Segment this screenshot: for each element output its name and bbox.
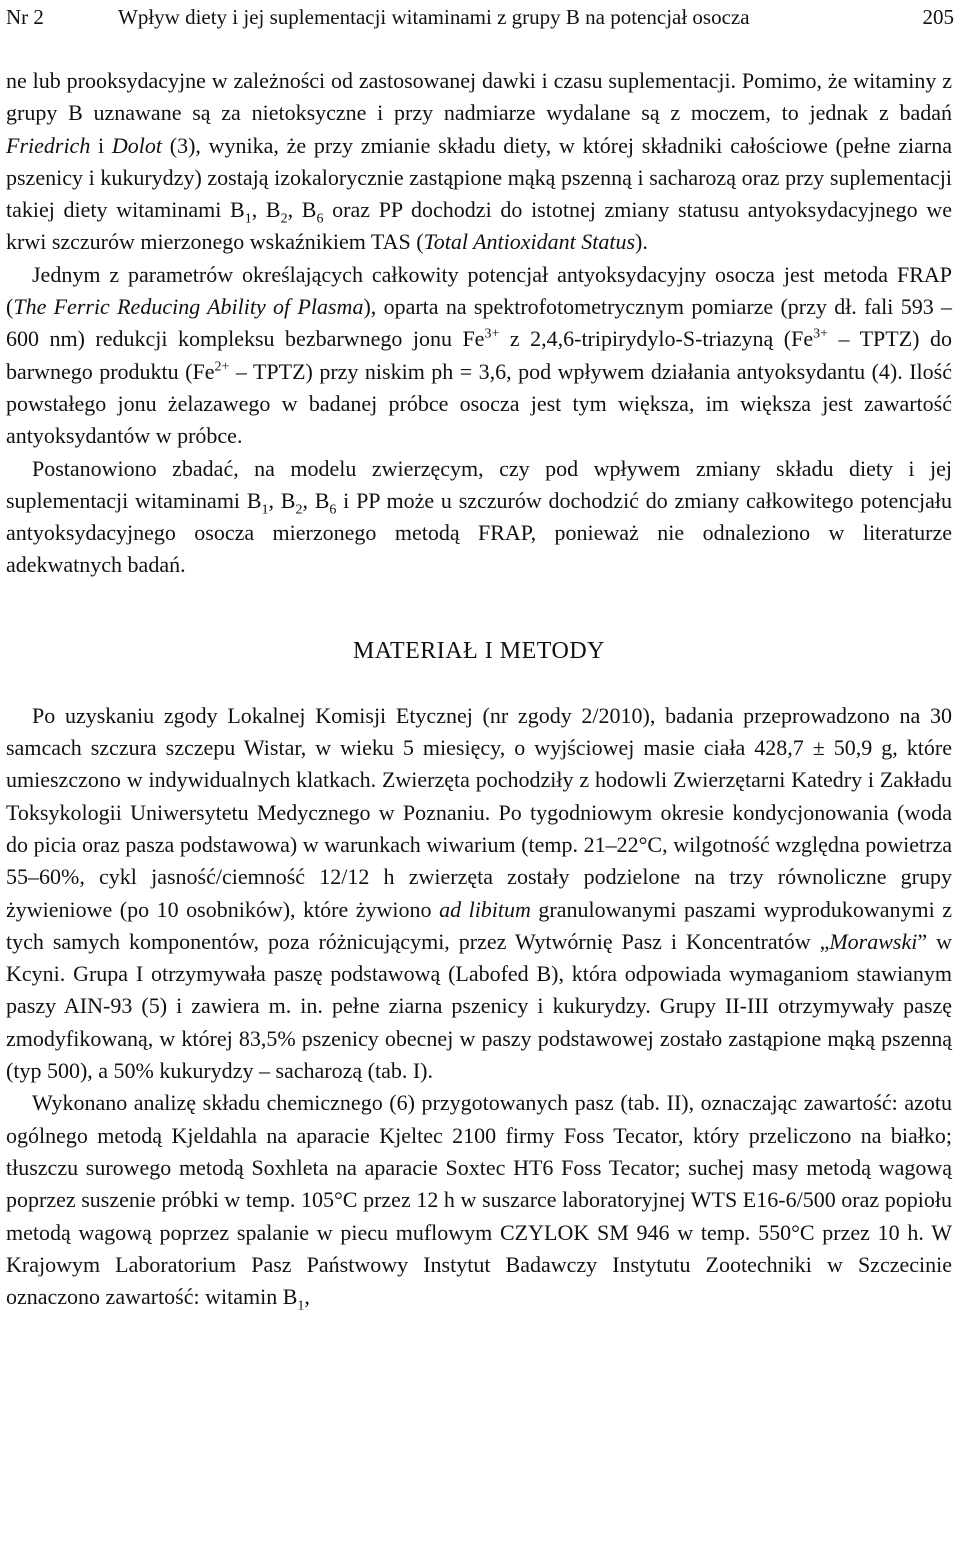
text-run: ). xyxy=(635,229,648,255)
running-title: Wpływ diety i jej suplementacji witaminami z grupy B na potencjał osocza xyxy=(118,5,750,29)
paragraph-intro-continued xyxy=(6,65,952,259)
superscript: 3+ xyxy=(813,327,829,343)
text-run: i PP może u szczurów dochodzić do zmiany całkowitego potencjału antyoksydacyjnego osocza mierzonego metodą FRAP, ponieważ nie odnaleziono w literaturze adekwatnych badań. xyxy=(6,487,952,578)
text-run: Jednym z parametrów określających całkowity potencjał antyoksydacyjny osocza jest metoda FRAP ( xyxy=(6,261,952,320)
subscript: 2 xyxy=(295,502,303,518)
text-run: z 2,4,6-tripirydylo-S-triazyną (Fe xyxy=(499,326,814,352)
paragraph-aim xyxy=(6,453,952,582)
superscript: 3+ xyxy=(484,327,500,343)
section-heading: MATERIAŁ I METODY xyxy=(352,637,606,664)
company-name: Morawski xyxy=(829,928,918,954)
issue-number: Nr 2 xyxy=(6,5,44,29)
term-italic: Total Antioxidant Status xyxy=(423,229,636,255)
text-run: , B xyxy=(287,197,317,223)
author-name: Dolot xyxy=(111,132,163,158)
text-run: – TPTZ) do barwnego produktu (Fe xyxy=(6,326,952,384)
text-run: Postanowiono zbadać, na modelu zwierzęcym, czy pod wpływem zmiany składu diety i jej suplementacji witaminami B xyxy=(6,455,952,513)
text-run: , xyxy=(304,1284,310,1310)
subscript: 1 xyxy=(244,211,252,227)
text-run: oraz PP dochodzi do istotnej zmiany statusu antyoksydacyjnego we krwi szczurów mierzonego wskaźnikiem TAS ( xyxy=(6,197,952,255)
paragraph-frap xyxy=(6,259,952,453)
subscript: 1 xyxy=(261,502,269,518)
subscript: 1 xyxy=(297,1298,305,1314)
page-number: 205 xyxy=(922,5,954,29)
subscript: 6 xyxy=(316,211,324,227)
text-run: ), oparta na spektrofotometrycznym pomiarze (przy dł. fali 593 – 600 nm) redukcji kompleksu bezbarwnego jonu Fe xyxy=(6,294,952,352)
text-run: – TPTZ) przy niskim ph = 3,6, pod wpływem działania antyoksydantu (4). Ilość powstałego jonu żelazawego w badanej próbce osocza jest tym większa, im większa jest zawartość antyoksydantów w próbce. xyxy=(6,358,952,449)
text-run: ne lub prooksydacyjne w zależności od zastosowanej dawki i czasu suplementacji. Pomimo, że witaminy z grupy B uznawane są za nietoksyczne i przy nadmiarze wydalane są z moczem, to jednak z badań xyxy=(6,68,952,126)
text-run: Wykonano analizę składu chemicznego (6) przygotowanych pasz (tab. II), oznaczając zawartość: azotu ogólnego metodą Kjeldahla na aparacie Kjeltec 2100 firmy Foss Tecator, który przeliczono na białko; tłuszczu surowego metodą Soxhleta na aparacie Soxtec HT6 Foss Tecator; suchej masy metodą wagową poprzez suszenie próbki w temp. 105°C przez 12 h w suszarce laboratoryjnej WTS E16-6/500 oraz popiołu metodą wagową poprzez spalanie w piecu muflowym CZYLOK SM 946 w temp. 550°C przez 10 h. W Krajowym Laboratorium Pasz Państwowy Instytut Badawczy Instytutu Zootechniki w Szczecinie oznaczono zawartość: witamin B xyxy=(6,1090,952,1310)
subscript: 2 xyxy=(280,211,288,227)
superscript: 2+ xyxy=(214,359,230,375)
text-run: granulowanymi paszami wyprodukowanymi z tych samych komponentów, poza różnicującymi, przez Wytwórnię Pasz i Koncentratów „ xyxy=(6,896,952,954)
text-run: ” w Kcyni. Grupa I otrzymywała paszę podstawową (Labofed B), która odpowiada wymaganiom stawianym paszy AIN-93 (5) i zawiera m. in. pełne ziarna pszenicy i kukurydzy. Grupy II-III otrzymywały paszę zmodyfikowaną, w której 83,5% pszenicy obecnej w paszy podstawowej zostało zastąpione mąką pszenną (typ 500), a 50% kukurydzy – sacharozą (tab. I). xyxy=(6,928,952,1084)
term-italic: ad libitum xyxy=(439,896,531,922)
text-run: (3), wynika, że przy zmianie składu diety, w której składniki całościowe (pełne ziarna pszenicy i kukurydzy) zostają izokalorycznie zastąpione mąką pszenną i sacharozą oraz przy suplementacji takiej diety witaminami B xyxy=(6,132,952,223)
paragraph-methods-analysis xyxy=(6,1087,952,1313)
running-header xyxy=(6,2,954,32)
text-run: , B xyxy=(268,487,296,513)
text-run: , B xyxy=(302,487,330,513)
text-run: Po uzyskaniu zgody Lokalnej Komisji Etycznej (nr zgody 2/2010), badania przeprowadzono na 30 samcach szczura szczepu Wistar, w wieku 5 miesięcy, o wyjściowej masie ciała 428,7 ± 50,9 g, które umieszczono w indywidualnych klatkach. Zwierzęta pochodziły z hodowli Zwierzętarni Katedry i Zakładu Toksykologii Uniwersytetu Medycznego w Poznaniu. Po tygodniowym okresie kondycjonowania (woda do picia oraz pasza podstawowa) w warunkach wiwarium (temp. 21–22°C, wilgotność względna powietrza 55–60%, cykl jasność/ciemność 12/12 h zwierzęta zostały podzielone na trzy równoliczne grupy żywieniowe (po 10 osobników), które żywiono xyxy=(6,702,952,922)
paragraph-methods-animals xyxy=(6,700,952,1088)
text-run: , B xyxy=(251,197,281,223)
term-italic: The Ferric Reducing Ability of Plasma xyxy=(13,294,364,320)
text-run: i xyxy=(90,132,112,158)
author-name: Friedrich xyxy=(6,132,91,158)
article-body xyxy=(6,65,952,1313)
subscript: 6 xyxy=(329,502,337,518)
